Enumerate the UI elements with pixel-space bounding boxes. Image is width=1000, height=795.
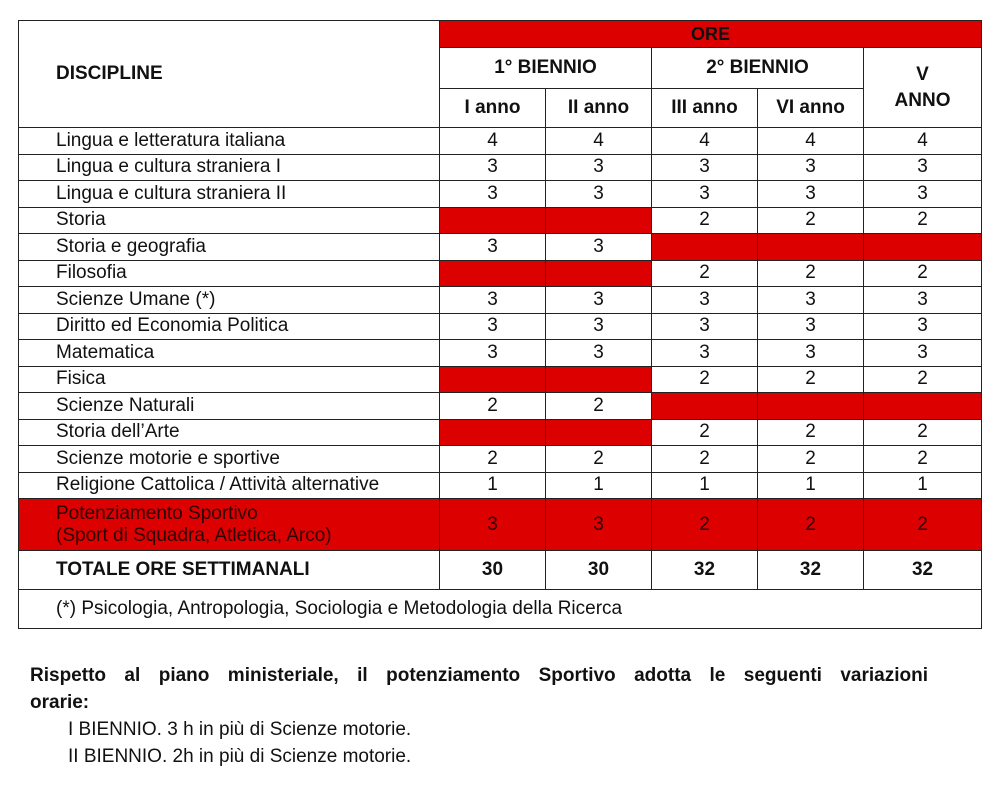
hours-cell: 3 [440,287,546,314]
hours-cell: 3 [546,181,652,208]
hours-cell: 2 [864,260,982,287]
not-applicable-cell [546,207,652,234]
table-row [19,446,982,473]
biennio1-header: 1° BIENNIO [440,48,652,89]
not-applicable-cell [440,207,546,234]
not-applicable-cell [864,393,982,420]
hours-cell: 3 [440,234,546,261]
discipline-name: Fisica [19,366,440,393]
curriculum-table [18,20,982,629]
hours-cell: 3 [440,154,546,181]
hours-cell: 2 [652,419,758,446]
discipline-name: Lingua e letteratura italiana [19,128,440,155]
not-applicable-cell [758,393,864,420]
hours-cell: 3 [546,287,652,314]
year-header-2: II anno [546,89,652,128]
totale-value: 30 [546,551,652,590]
table-row [19,234,982,261]
hours-cell: 3 [864,313,982,340]
hours-cell: 2 [546,393,652,420]
table-row [19,340,982,367]
paragraph-line4: II BIENNIO. 2h in più di Scienze motorie. [68,746,412,767]
hours-cell: 1 [440,472,546,499]
hours-cell: 1 [864,472,982,499]
hours-cell: 2 [758,207,864,234]
hours-cell: 3 [864,340,982,367]
potenziamento-value: 2 [758,499,864,551]
potenziamento-value: 2 [652,499,758,551]
hours-cell: 3 [652,154,758,181]
ore-header: ORE [440,21,982,48]
discipline-name: Lingua e cultura straniera II [19,181,440,208]
totale-value: 32 [864,551,982,590]
hours-cell: 3 [758,154,864,181]
year-header-4: VI anno [758,89,864,128]
hours-cell: 2 [864,446,982,473]
not-applicable-cell [864,234,982,261]
potenziamento-value: 2 [864,499,982,551]
not-applicable-cell [440,419,546,446]
discipline-name: Lingua e cultura straniera I [19,154,440,181]
potenziamento-value: 3 [546,499,652,551]
hours-cell: 2 [546,446,652,473]
hours-cell: 1 [652,472,758,499]
curriculum-table-wrapper [18,20,981,629]
hours-cell: 3 [758,340,864,367]
table-row [19,181,982,208]
hours-cell: 3 [546,234,652,261]
discipline-name: Storia dell’Arte [19,419,440,446]
table-row [19,366,982,393]
discipline-rows [19,128,982,499]
discipline-name: Scienze Naturali [19,393,440,420]
not-applicable-cell [546,260,652,287]
hours-cell: 3 [758,181,864,208]
hours-cell: 2 [652,446,758,473]
not-applicable-cell [440,366,546,393]
discipline-name: Filosofia [19,260,440,287]
table-row [19,207,982,234]
hours-cell: 3 [652,313,758,340]
hours-cell: 2 [864,366,982,393]
hours-cell: 3 [864,154,982,181]
totale-value: 32 [652,551,758,590]
not-applicable-cell [652,393,758,420]
hours-cell: 3 [546,313,652,340]
hours-cell: 3 [758,313,864,340]
table-row [19,393,982,420]
not-applicable-cell [440,260,546,287]
biennio2-header: 2° BIENNIO [652,48,864,89]
table-row [19,287,982,314]
hours-cell: 2 [758,446,864,473]
hours-cell: 4 [758,128,864,155]
table-row [19,154,982,181]
totale-label: TOTALE ORE SETTIMANALI [19,551,440,590]
year-header-1: I anno [440,89,546,128]
hours-cell: 4 [864,128,982,155]
not-applicable-cell [758,234,864,261]
hours-cell: 3 [864,287,982,314]
year-header-3: III anno [652,89,758,128]
disciplines-header: DISCIPLINE [19,21,440,128]
paragraph-line1: Rispetto al piano ministeriale, il potenziamento Sportivo adotta le seguenti variazioni [30,665,928,686]
hours-cell: 2 [652,366,758,393]
hours-cell: 2 [652,260,758,287]
hours-cell: 3 [440,313,546,340]
paragraph-line3: I BIENNIO. 3 h in più di Scienze motorie. [68,719,412,740]
potenziamento-label [19,499,440,551]
footnote: (*) Psicologia, Antropologia, Sociologia e Metodologia della Ricerca [19,590,982,629]
hours-cell: 3 [652,181,758,208]
hours-cell: 2 [652,207,758,234]
totale-value: 30 [440,551,546,590]
hours-cell: 3 [652,340,758,367]
potenziamento-line2: (Sport di Squadra, Atletica, Arco) [56,524,332,546]
hours-cell: 4 [440,128,546,155]
hours-cell: 1 [758,472,864,499]
table-row [19,260,982,287]
not-applicable-cell [546,366,652,393]
table-row [19,128,982,155]
hours-cell: 3 [546,154,652,181]
hours-cell: 3 [440,181,546,208]
hours-cell: 4 [546,128,652,155]
discipline-name: Scienze motorie e sportive [19,446,440,473]
table-row [19,313,982,340]
paragraph-line2: orarie: [30,692,90,713]
hours-cell: 3 [758,287,864,314]
hours-cell: 1 [546,472,652,499]
hours-cell: 2 [864,207,982,234]
hours-cell: 2 [864,419,982,446]
discipline-name: Religione Cattolica / Attività alternative [19,472,440,499]
not-applicable-cell [652,234,758,261]
discipline-name: Storia [19,207,440,234]
v-anno-header [864,48,982,128]
v-anno-line2: ANNO [894,89,951,111]
hours-cell: 2 [440,393,546,420]
hours-cell: 2 [758,366,864,393]
hours-cell: 3 [864,181,982,208]
v-anno-line1: V [916,63,929,85]
hours-cell: 2 [758,260,864,287]
hours-cell: 2 [440,446,546,473]
totale-value: 32 [758,551,864,590]
discipline-name: Diritto ed Economia Politica [19,313,440,340]
discipline-name: Scienze Umane (*) [19,287,440,314]
discipline-name: Storia e geografia [19,234,440,261]
hours-cell: 4 [652,128,758,155]
potenziamento-line1: Potenziamento Sportivo [56,502,258,524]
table-row [19,472,982,499]
hours-cell: 3 [546,340,652,367]
hours-cell: 2 [758,419,864,446]
not-applicable-cell [546,419,652,446]
hours-cell: 3 [440,340,546,367]
hours-cell: 3 [652,287,758,314]
discipline-name: Matematica [19,340,440,367]
table-row [19,419,982,446]
potenziamento-value: 3 [440,499,546,551]
